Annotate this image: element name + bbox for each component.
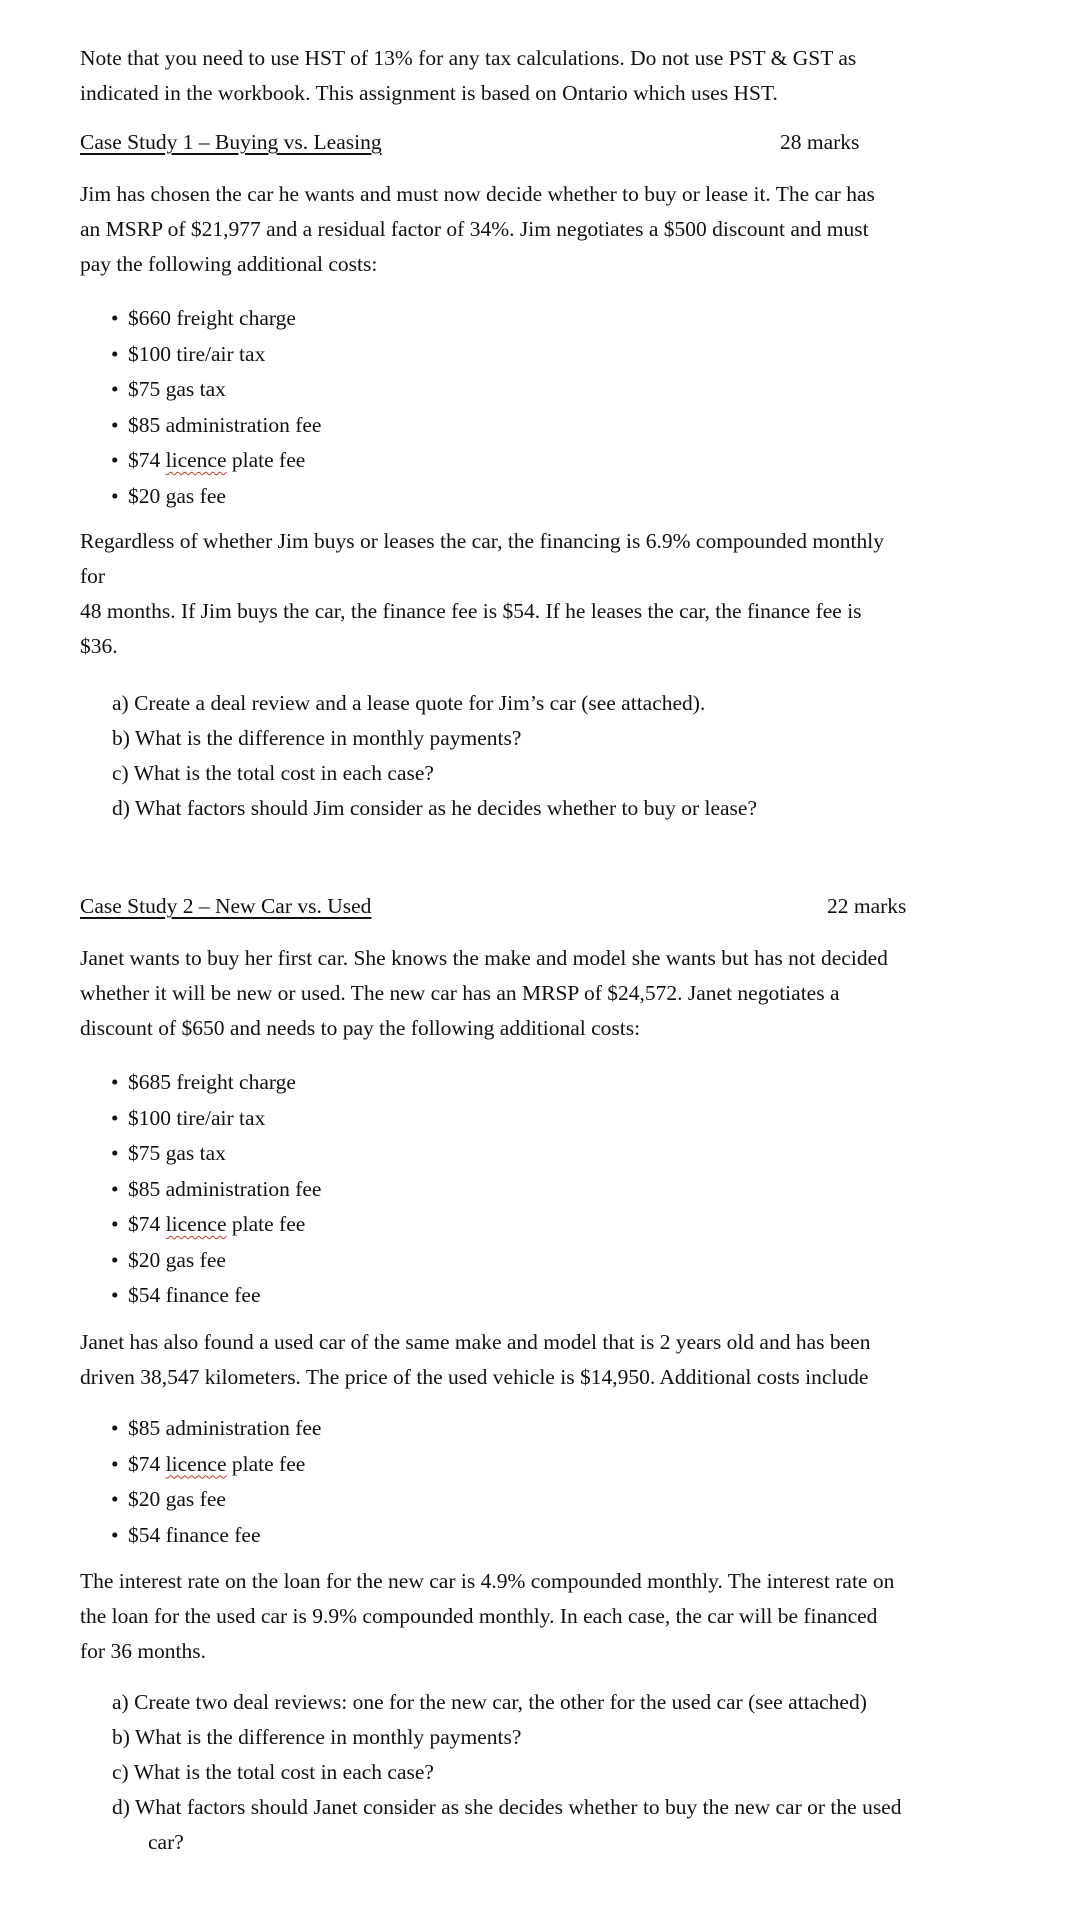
bullet-icon: • [111, 306, 119, 330]
bullet-icon: • [111, 1105, 119, 1130]
text-line: The interest rate on the loan for the new car is 4.9% compounded monthly. The interest rate on [80, 1569, 895, 1593]
text-line: for [80, 564, 106, 588]
case2-title: Case Study 2 – New Car vs. Used [80, 894, 372, 918]
bullet-icon: • [111, 1070, 119, 1094]
list-item: • $54 finance fee [111, 1518, 321, 1554]
bullet-icon: • [111, 1451, 119, 1476]
text-line: Note that you need to use HST of 13% for any tax calculations. Do not use PST & GST as [80, 46, 857, 70]
text-line: the loan for the used car is 9.9% compounded monthly. In each case, the car will be financed [80, 1604, 878, 1628]
question-item: a) Create two deal reviews: one for the new car, the other for the used car (see attached) [112, 1690, 867, 1714]
bullet-icon: • [111, 1416, 119, 1440]
text-line: an MSRP of $21,977 and a residual factor of 34%. Jim negotiates a $500 discount and must [80, 217, 869, 241]
case1-financing-paragraph [80, 524, 1000, 664]
case2-heading [80, 894, 1000, 926]
list-item: • $85 administration fee [111, 1411, 321, 1447]
list-item: • $20 gas fee [111, 1482, 321, 1518]
list-item: • $85 administration fee [111, 408, 321, 444]
text-line: for 36 months. [80, 1639, 207, 1663]
list-item: • $685 freight charge [111, 1065, 321, 1101]
bullet-icon: • [111, 1141, 119, 1165]
bullet-icon: • [111, 1522, 119, 1547]
case2-intro-paragraph [80, 941, 1000, 1046]
case2-used-paragraph [80, 1325, 1000, 1395]
bullet-icon: • [111, 341, 119, 366]
text-line: $36. [80, 634, 118, 658]
list-item: • $75 gas tax [111, 1136, 321, 1172]
case1-intro-paragraph [80, 177, 1000, 282]
bullet-icon: • [111, 412, 119, 437]
question-item: c) What is the total cost in each case? [112, 1760, 434, 1784]
list-item: • $85 administration fee [111, 1172, 321, 1208]
case2-marks: 22 marks [827, 894, 907, 918]
list-item: • $660 freight charge [111, 301, 321, 337]
case1-marks: 28 marks [780, 130, 860, 154]
text-line: pay the following additional costs: [80, 252, 378, 276]
text-line: Jim has chosen the car he wants and must now decide whether to buy or lease it. The car has [80, 182, 875, 206]
list-item: • $20 gas fee [111, 479, 321, 515]
bullet-icon: • [111, 377, 119, 401]
bullet-icon: • [111, 1283, 119, 1307]
intro-paragraph [80, 41, 1000, 111]
case2-used-cost-list [111, 1411, 321, 1553]
bullet-icon: • [111, 1212, 119, 1236]
question-item: c) What is the total cost in each case? [112, 761, 434, 785]
list-item: • $20 gas fee [111, 1243, 321, 1279]
question-item: d) What factors should Jim consider as he decides whether to buy or lease? [112, 796, 757, 820]
bullet-icon: • [111, 448, 119, 472]
spellcheck-word: licence [165, 1451, 227, 1476]
spellcheck-word: licence [165, 1212, 227, 1236]
question-item: b) What is the difference in monthly payments? [112, 726, 522, 750]
list-item: • $74 licence plate fee [111, 1447, 321, 1483]
text-line: Janet has also found a used car of the same make and model that is 2 years old and has been [80, 1330, 871, 1354]
text-line: whether it will be new or used. The new car has an MRSP of $24,572. Janet negotiates a [80, 981, 840, 1005]
text-line: indicated in the workbook. This assignment is based on Ontario which uses HST. [80, 81, 778, 105]
question-item: b) What is the difference in monthly payments? [112, 1725, 522, 1749]
case2-new-cost-list [111, 1065, 321, 1314]
case2-interest-paragraph [80, 1564, 1000, 1669]
case1-heading [80, 130, 1000, 162]
case1-cost-list [111, 301, 321, 514]
case1-title: Case Study 1 – Buying vs. Leasing [80, 130, 382, 154]
list-item: • $100 tire/air tax [111, 337, 321, 373]
question-item: a) Create a deal review and a lease quote for Jim’s car (see attached). [112, 691, 706, 715]
list-item: • $75 gas tax [111, 372, 321, 408]
bullet-icon: • [111, 1487, 119, 1511]
bullet-icon: • [111, 483, 119, 508]
text-line: Janet wants to buy her first car. She knows the make and model she wants but has not decided [80, 946, 888, 970]
text-line: 48 months. If Jim buys the car, the finance fee is $54. If he leases the car, the finance fee is [80, 599, 862, 623]
text-line: discount of $650 and needs to pay the following additional costs: [80, 1016, 641, 1040]
list-item: • $54 finance fee [111, 1278, 321, 1314]
question-item: d) What factors should Janet consider as she decides whether to buy the new car or the used car? [112, 1795, 902, 1854]
list-item: • $100 tire/air tax [111, 1101, 321, 1137]
text-line: Regardless of whether Jim buys or leases the car, the financing is 6.9% compounded monthly [80, 529, 885, 553]
list-item: • $74 licence plate fee [111, 443, 321, 479]
spellcheck-word: licence [165, 448, 227, 472]
text-line: driven 38,547 kilometers. The price of the used vehicle is $14,950. Additional costs include [80, 1365, 869, 1389]
case1-questions [112, 686, 1012, 826]
bullet-icon: • [111, 1176, 119, 1201]
bullet-icon: • [111, 1247, 119, 1272]
case2-questions [112, 1685, 1012, 1860]
list-item: • $74 licence plate fee [111, 1207, 321, 1243]
